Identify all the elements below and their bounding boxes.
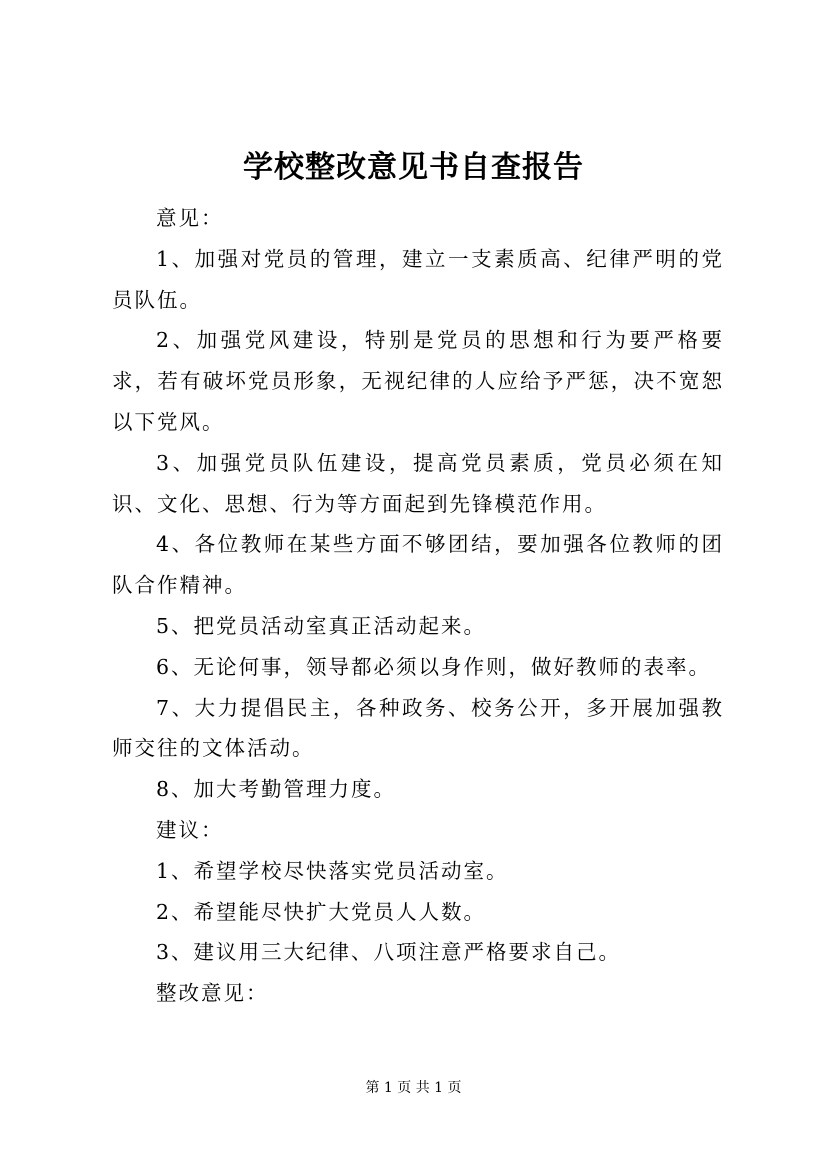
opinion-item-4: 4、各位教师在某些方面不够团结，要加强各位教师的团队合作精神。: [112, 532, 724, 598]
opinion-item-6: 6、无论何事，领导都必须以身作则，做好教师的表率。: [156, 654, 712, 679]
document-title: 学校整改意见书自查报告: [243, 150, 584, 185]
section-heading-rectification: 整改意见：: [156, 981, 269, 1006]
suggestion-item-2: 2、希望能尽快扩大党员人人数。: [156, 899, 487, 924]
section-heading-opinions: 意见：: [156, 206, 224, 230]
opinion-item-7: 7、大力提倡民主，各种政务、校务公开，多开展加强教师交往的文体活动。: [112, 695, 724, 761]
document-body: [112, 198, 724, 1014]
suggestion-item-3: 3、建议用三大纪律、八项注意严格要求自己。: [156, 940, 622, 965]
opinion-item-3: 3、加强党员队伍建设，提高党员素质，党员必须在知识、文化、思想、行为等方面起到先锋模范作用。: [112, 450, 724, 516]
opinion-item-5: 5、把党员活动室真正活动起来。: [156, 613, 487, 638]
section-heading-suggestions: 建议：: [156, 817, 224, 842]
opinion-item-8: 8、加大考勤管理力度。: [156, 777, 397, 802]
opinion-item-2: 2、加强党风建设，特别是党员的思想和行为要严格要求，若有破坏党员形象，无视纪律的人应给予严惩，决不宽恕以下党风。: [112, 328, 724, 434]
suggestion-item-1: 1、希望学校尽快落实党员活动室。: [156, 858, 509, 883]
opinion-item-1: 1、加强对党员的管理，建立一支素质高、纪律严明的党员队伍。: [112, 246, 724, 312]
page-number: 第 1 页 共 1 页: [365, 1080, 462, 1096]
